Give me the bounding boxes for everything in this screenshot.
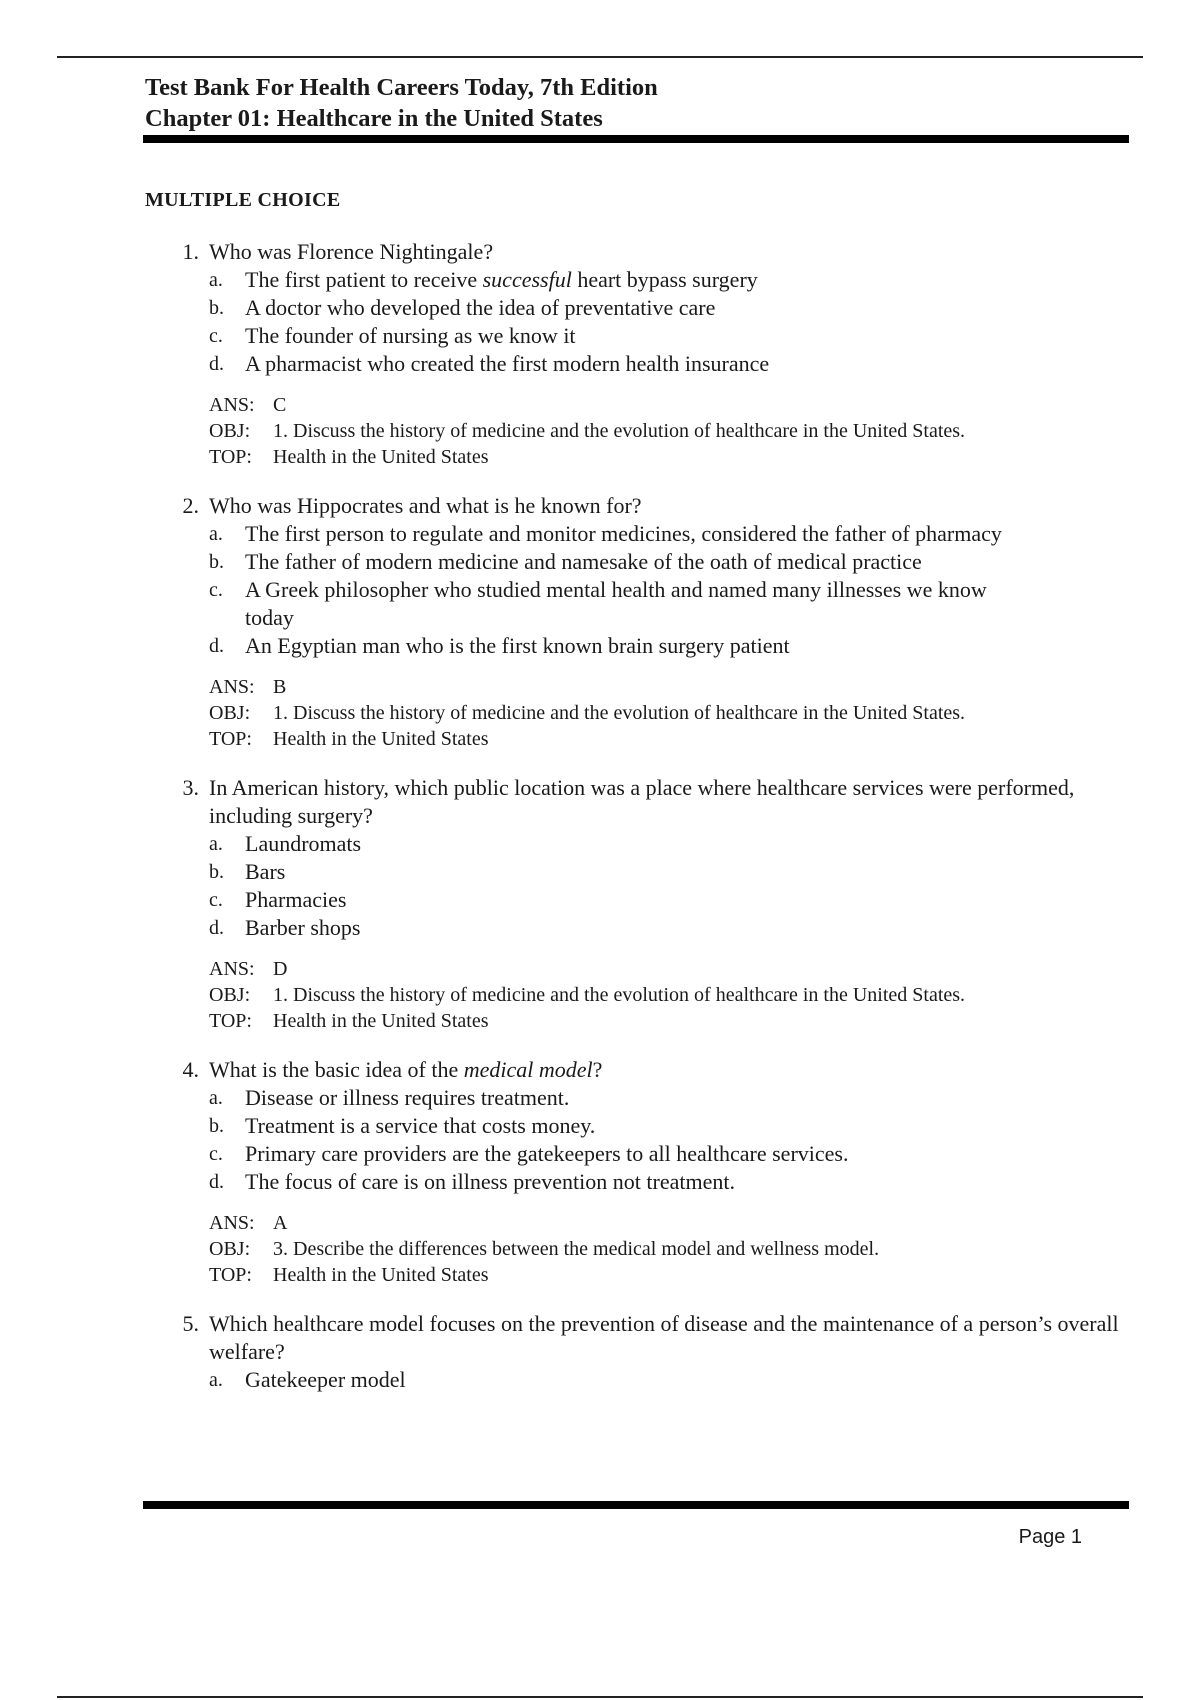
text-segment: In American history, which public location was a place where healthcare services were performed, including surgery?	[209, 775, 1075, 828]
question-text	[209, 238, 1135, 266]
choice-letter: c.	[209, 1143, 223, 1165]
answer-choice	[209, 1366, 1135, 1394]
answer-key-row	[209, 1210, 1135, 1236]
choice-text	[245, 294, 1005, 322]
choice-text	[245, 322, 1005, 350]
answer-key-row	[209, 956, 1135, 982]
question-number: 1.	[182, 239, 199, 264]
question-stem	[145, 1056, 1135, 1084]
choice-letter: c.	[209, 579, 223, 601]
answer-choice	[209, 322, 1135, 350]
header-divider	[143, 135, 1129, 143]
document-title: Test Bank For Health Careers Today, 7th Edition	[145, 74, 658, 101]
text-segment: Primary care providers are the gatekeepers to all healthcare services.	[245, 1141, 849, 1166]
choice-text	[245, 830, 1005, 858]
choice-text	[245, 576, 1005, 632]
question-item	[145, 1310, 1135, 1394]
choice-text	[245, 1168, 1005, 1196]
answer-metadata	[209, 1210, 1135, 1288]
document-header	[145, 72, 1135, 134]
topic-row	[209, 1262, 1135, 1288]
answer-key-label: ANS:	[209, 676, 255, 698]
choice-letter: b.	[209, 297, 224, 319]
top-divider	[57, 56, 1143, 58]
question-stem	[145, 238, 1135, 266]
text-segment: Who was Hippocrates and what is he known for?	[209, 493, 642, 518]
choice-text	[245, 520, 1005, 548]
question-item	[145, 238, 1135, 470]
answer-choice	[209, 858, 1135, 886]
text-segment: A pharmacist who created the first modern health insurance	[245, 351, 770, 376]
answer-choice	[209, 350, 1135, 378]
topic-row	[209, 726, 1135, 752]
italic-text: successful	[482, 267, 572, 292]
topic-value: Health in the United States	[273, 1264, 489, 1286]
answer-key-value: D	[273, 958, 288, 980]
objective-value: 3. Describe the differences between the medical model and wellness model.	[273, 1238, 880, 1260]
choice-letter: a.	[209, 269, 223, 291]
objective-row	[209, 700, 1135, 726]
text-segment: ?	[592, 1057, 603, 1082]
bottom-divider	[57, 1696, 1143, 1698]
answer-choice	[209, 294, 1135, 322]
answer-choices	[209, 830, 1135, 942]
choice-letter: a.	[209, 1087, 223, 1109]
choice-text	[245, 1366, 1005, 1394]
answer-choice	[209, 266, 1135, 294]
choice-text	[245, 886, 1005, 914]
question-text	[209, 1310, 1135, 1366]
objective-value: 1. Discuss the history of medicine and the evolution of healthcare in the United States.	[273, 984, 966, 1006]
topic-label: TOP:	[209, 1010, 252, 1032]
text-segment: The founder of nursing as we know it	[245, 323, 576, 348]
text-segment: Bars	[245, 859, 286, 884]
answer-choice	[209, 1168, 1135, 1196]
chapter-title: Chapter 01: Healthcare in the United States	[145, 105, 603, 132]
text-segment: The focus of care is on illness prevention not treatment.	[245, 1169, 735, 1194]
objective-label: OBJ:	[209, 1238, 251, 1260]
objective-row	[209, 418, 1135, 444]
text-segment: Disease or illness requires treatment.	[245, 1085, 570, 1110]
choice-letter: a.	[209, 1369, 223, 1391]
answer-choice	[209, 1084, 1135, 1112]
answer-key-value: A	[273, 1212, 288, 1234]
question-list	[145, 238, 1135, 1416]
choice-text	[245, 1084, 1005, 1112]
question-number: 5.	[182, 1311, 199, 1336]
choice-letter: d.	[209, 635, 224, 657]
topic-label: TOP:	[209, 728, 252, 750]
answer-choices	[209, 520, 1135, 660]
page-number: Page 1	[1018, 1526, 1082, 1548]
topic-value: Health in the United States	[273, 1010, 489, 1032]
choice-text	[245, 266, 1005, 294]
text-segment: Which healthcare model focuses on the prevention of disease and the maintenance of a person’s overall welfare?	[209, 1311, 1119, 1364]
choice-letter: c.	[209, 889, 223, 911]
text-segment: Pharmacies	[245, 887, 347, 912]
question-text	[209, 1056, 1135, 1084]
topic-row	[209, 444, 1135, 470]
text-segment: Who was Florence Nightingale?	[209, 239, 494, 264]
answer-metadata	[209, 392, 1135, 470]
answer-metadata	[209, 956, 1135, 1034]
text-segment: Treatment is a service that costs money.	[245, 1113, 596, 1138]
question-item	[145, 492, 1135, 752]
answer-key-label: ANS:	[209, 958, 255, 980]
objective-row	[209, 982, 1135, 1008]
answer-key-row	[209, 674, 1135, 700]
question-text	[209, 774, 1135, 830]
text-segment: The first person to regulate and monitor medicines, considered the father of pharmacy	[245, 521, 1002, 546]
answer-choice	[209, 886, 1135, 914]
answer-key-value: C	[273, 394, 287, 416]
footer-divider	[143, 1501, 1129, 1509]
choice-letter: b.	[209, 1115, 224, 1137]
answer-choice	[209, 830, 1135, 858]
topic-row	[209, 1008, 1135, 1034]
text-segment: Barber shops	[245, 915, 361, 940]
answer-choice	[209, 548, 1135, 576]
question-item	[145, 1056, 1135, 1288]
choice-text	[245, 350, 1005, 378]
answer-key-value: B	[273, 676, 287, 698]
question-stem	[145, 1310, 1135, 1366]
objective-label: OBJ:	[209, 420, 251, 442]
text-segment: What is the basic idea of the	[209, 1057, 464, 1082]
objective-label: OBJ:	[209, 702, 251, 724]
italic-text: medical model	[463, 1057, 593, 1082]
question-stem	[145, 774, 1135, 830]
choice-letter: b.	[209, 861, 224, 883]
text-segment: The father of modern medicine and namesake of the oath of medical practice	[245, 549, 922, 574]
text-segment: A doctor who developed the idea of preventative care	[245, 295, 716, 320]
answer-choices	[209, 1366, 1135, 1394]
choice-letter: a.	[209, 833, 223, 855]
choice-text	[245, 914, 1005, 942]
answer-key-label: ANS:	[209, 394, 255, 416]
text-segment: A Greek philosopher who studied mental health and named many illnesses we know today	[245, 577, 987, 630]
answer-choice	[209, 1112, 1135, 1140]
choice-text	[245, 1112, 1005, 1140]
text-segment: Laundromats	[245, 831, 362, 856]
choice-letter: d.	[209, 1171, 224, 1193]
question-number: 2.	[182, 493, 199, 518]
choice-text	[245, 548, 1005, 576]
answer-metadata	[209, 674, 1135, 752]
objective-label: OBJ:	[209, 984, 251, 1006]
answer-choice	[209, 576, 1135, 632]
topic-label: TOP:	[209, 1264, 252, 1286]
answer-choice	[209, 632, 1135, 660]
topic-label: TOP:	[209, 446, 252, 468]
choice-text	[245, 1140, 1005, 1168]
text-segment: The first patient to receive	[245, 267, 483, 292]
answer-choices	[209, 266, 1135, 378]
choice-text	[245, 632, 1005, 660]
answer-choice	[209, 1140, 1135, 1168]
objective-value: 1. Discuss the history of medicine and the evolution of healthcare in the United States.	[273, 702, 966, 724]
answer-choice	[209, 520, 1135, 548]
choice-letter: d.	[209, 353, 224, 375]
choice-letter: b.	[209, 551, 224, 573]
objective-value: 1. Discuss the history of medicine and the evolution of healthcare in the United States.	[273, 420, 966, 442]
objective-row	[209, 1236, 1135, 1262]
answer-choice	[209, 914, 1135, 942]
question-stem	[145, 492, 1135, 520]
choice-letter: d.	[209, 917, 224, 939]
text-segment: heart bypass surgery	[571, 267, 758, 292]
text-segment: Gatekeeper model	[245, 1367, 406, 1392]
topic-value: Health in the United States	[273, 446, 489, 468]
answer-key-row	[209, 392, 1135, 418]
answer-choices	[209, 1084, 1135, 1196]
question-item	[145, 774, 1135, 1034]
topic-value: Health in the United States	[273, 728, 489, 750]
question-number: 3.	[182, 775, 199, 800]
choice-letter: c.	[209, 325, 223, 347]
choice-text	[245, 858, 1005, 886]
question-number: 4.	[182, 1057, 199, 1082]
text-segment: An Egyptian man who is the first known brain surgery patient	[245, 633, 790, 658]
section-title: MULTIPLE CHOICE	[145, 189, 341, 211]
question-text	[209, 492, 1135, 520]
answer-key-label: ANS:	[209, 1212, 255, 1234]
choice-letter: a.	[209, 523, 223, 545]
